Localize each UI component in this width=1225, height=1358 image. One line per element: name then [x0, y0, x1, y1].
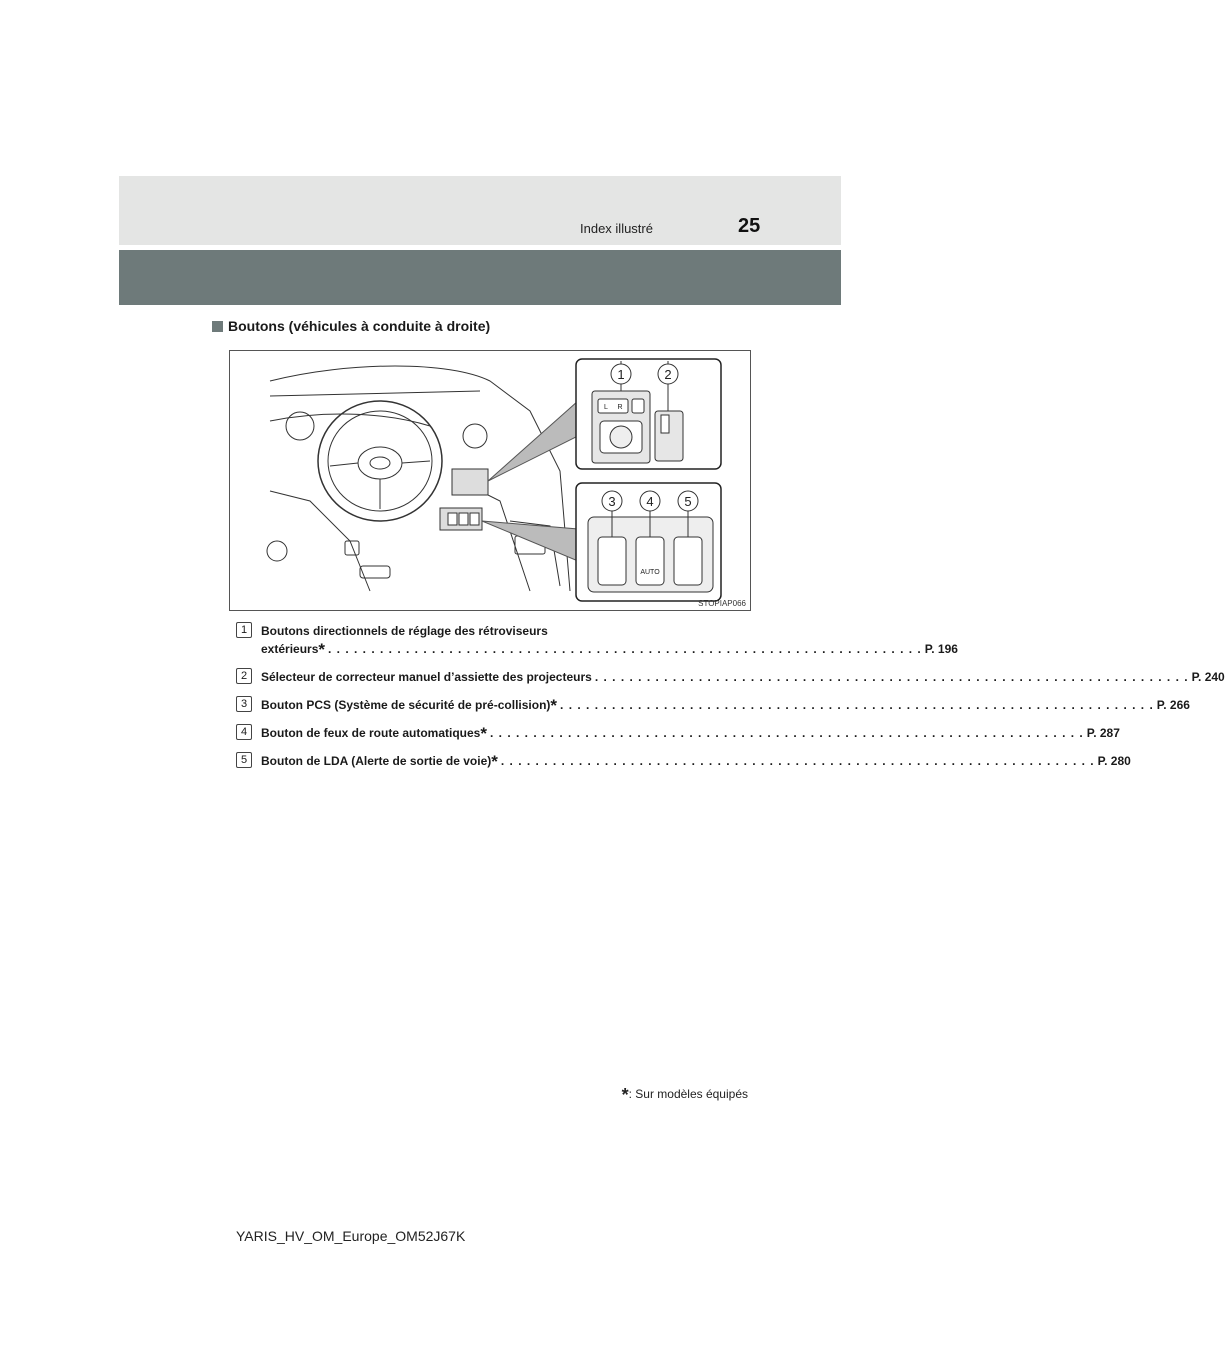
list-item [236, 668, 1225, 686]
asterisk: * [480, 724, 487, 743]
callout-4: 4 [646, 494, 654, 509]
callout-5: 5 [684, 494, 692, 509]
list-item [236, 622, 958, 659]
footnote-text: : Sur modèles équipés [628, 1087, 748, 1101]
callout-3: 3 [608, 494, 616, 509]
section-heading [212, 318, 490, 334]
page-ref[interactable]: P. 240 [1191, 670, 1225, 684]
footnote [622, 1082, 748, 1103]
item-text: extérieurs [261, 642, 319, 656]
document-code: YARIS_HV_OM_Europe_OM52J67K [236, 1228, 466, 1244]
header-band [119, 176, 841, 245]
asterisk: * [550, 696, 558, 715]
figure-id: STOPIAP066 [698, 599, 746, 608]
item-text: Bouton PCS (Système de sécurité de pré-collision) [261, 698, 551, 712]
item-number: 5 [236, 752, 252, 768]
item-number: 3 [236, 696, 252, 712]
page-ref[interactable]: P. 287 [1086, 726, 1120, 740]
mirror-left-label: L [604, 404, 608, 411]
section-square-icon [212, 321, 223, 332]
list-item [236, 724, 1120, 743]
item-text: Bouton de feux de route automatiques [261, 726, 481, 740]
footnote-asterisk: * [621, 1085, 629, 1105]
page-ref[interactable]: P. 280 [1097, 754, 1131, 768]
header-dark-band [119, 250, 841, 305]
page-ref[interactable]: P. 266 [1156, 698, 1190, 712]
section-title-header: Index illustré [580, 221, 653, 236]
item-text: Sélecteur de correcteur manuel d’assiette des projecteurs [261, 670, 592, 684]
list-item [236, 696, 1190, 715]
section-title: Boutons (véhicules à conduite à droite) [228, 318, 491, 334]
mirror-right-label: R [617, 404, 623, 411]
auto-label: AUTO [640, 569, 660, 576]
item-number: 2 [236, 668, 252, 684]
page-number: 25 [738, 215, 761, 237]
list-item [236, 752, 1131, 771]
dashboard-illustration [229, 350, 751, 611]
item-number: 4 [236, 724, 252, 740]
dashboard-drawing [230, 351, 750, 610]
page-ref[interactable]: P. 196 [924, 642, 958, 656]
item-text: Bouton de LDA (Alerte de sortie de voie) [261, 754, 492, 768]
item-number: 1 [236, 622, 252, 638]
callout-2: 2 [664, 367, 672, 382]
callout-1: 1 [617, 367, 625, 382]
asterisk: * [491, 752, 498, 771]
asterisk: * [318, 640, 325, 659]
item-list [236, 622, 1225, 780]
item-text-line1: Boutons directionnels de réglage des rétroviseurs [261, 624, 548, 638]
